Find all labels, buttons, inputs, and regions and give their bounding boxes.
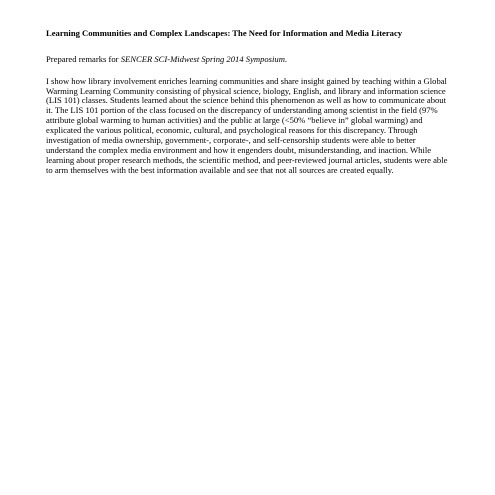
prepared-suffix: . — [284, 53, 288, 64]
document-content — [46, 29, 451, 176]
abstract-paragraph: I show how library involvement enriches learning communities and share insight gained by teaching within a Global Warming Learning Community consisting of physical science, biology, English, and library and information science (LIS 101) classes. Students learned about the science behind this phenomenon as well as how to communicate about it. The LIS 101 portion of the class focused on the discrepancy of understanding among scientist in the field (97% attribute global warming to human activities) and the public at large (<50% “believe in” global warming) and explicated the various political, economic, cultural, and psychological reasons for this discrepancy. Through investigation of media ownership, government-, corporate-, and self-censorship students were able to better understand the complex media environment and how it engenders doubt, misunderstanding, and inaction. While learning about proper research methods, the scientific method, and peer-reviewed journal articles, students were able to arm themselves with the best information available and see that not all sources are created equally. — [46, 75, 448, 175]
document-title: Learning Communities and Complex Landscapes: The Need for Information and Media Literacy — [46, 28, 403, 38]
prepared-remarks-line — [46, 55, 451, 65]
prepared-prefix: Prepared remarks for — [46, 53, 121, 64]
symposium-name: SENCER SCI-Midwest Spring 2014 Symposium — [120, 53, 285, 64]
